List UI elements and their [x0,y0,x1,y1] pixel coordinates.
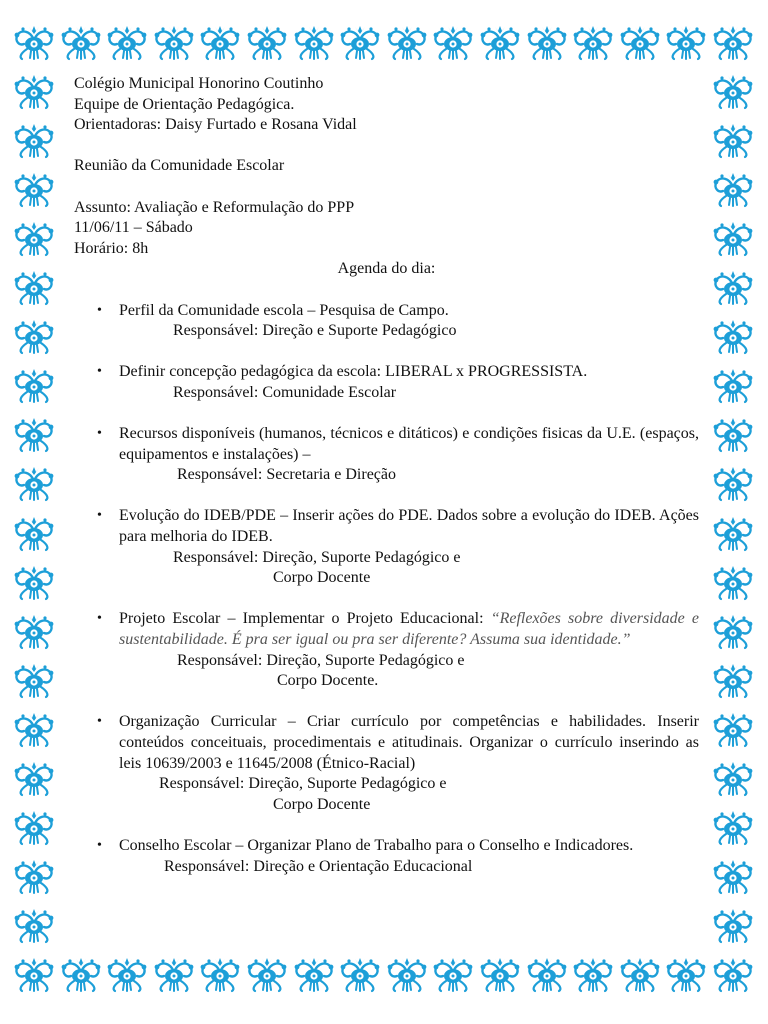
border-ornament-icon [714,958,753,991]
border-ornament-icon [714,173,753,206]
border-ornament-icon [388,958,427,991]
bullet-icon: • [97,426,102,442]
subject-line: Assunto: Avaliação e Reformulação do PPP [74,198,355,216]
border-ornament-icon [714,222,753,255]
bullet-icon: • [97,364,102,380]
agenda-item-6 [74,712,699,815]
bullet-icon: • [97,508,102,524]
agenda-item-text [119,609,699,650]
team-name: Equipe de Orientação Pedagógica. [74,95,295,113]
agenda-item-7 [74,836,699,877]
border-ornament-icon [15,124,54,157]
agenda-item-text: Organização Curricular – Criar currículo por competências e habilidades. Inserir conteúdos conceituais, procedimentais e atitudinais. Organizar o currículo inserindo as leis 10639/2003 e 11645/2008 (Étnico-Racial) [119,713,699,772]
border-ornament-icon [15,369,54,402]
border-ornament-icon [62,958,101,991]
agenda-item-4 [74,506,699,588]
agenda-title: Agenda do dia: [337,260,436,278]
agenda-item-quote: “Reflexões sobre diversidade e sustentabilidade. É pra ser igual ou pra ser diferente? Assuma sua identidade.” [119,610,700,649]
border-ornament-icon [434,26,473,59]
agenda-item-3 [74,424,699,486]
border-ornament-icon [201,26,240,59]
border-ornament-icon [714,271,753,304]
agenda-item-responsible: Responsável: Comunidade Escolar [173,383,397,401]
border-ornament-icon [714,566,753,599]
border-ornament-icon [714,467,753,500]
agenda-item-lead: Projeto Escolar – Implementar o Projeto Educacional: [119,610,484,628]
border-ornament-icon [295,26,334,59]
agenda-item-responsible: Responsável: Direção e Orientação Educacional [164,857,473,875]
border-ornament-icon [714,369,753,402]
agenda-item-responsible: Responsável: Direção, Suporte Pedagógico e [177,651,465,669]
agenda-item-text: Evolução do IDEB/PDE – Inserir ações do PDE. Dados sobre a evolução do IDEB. Ações para melhoria do IDEB. [119,507,699,546]
border-ornament-icon [388,26,427,59]
border-ornament-icon [714,615,753,648]
border-ornament-icon [481,958,520,991]
agenda-item-5 [74,609,699,691]
date-line: 11/06/11 – Sábado [74,219,193,237]
agenda-item-text: Recursos disponíveis (humanos, técnicos e ditáticos) e condições fisicas da U.E. (espaços, equipamentos e instalações) – [119,425,699,463]
border-ornament-icon [108,958,147,991]
school-name: Colégio Municipal Honorino Coutinho [74,75,324,92]
border-ornament-icon [15,320,54,353]
border-ornament-icon [714,517,753,550]
border-ornament-icon [667,26,706,59]
border-ornament-icon [15,860,54,893]
border-ornament-icon [621,958,660,991]
agenda-item-text: Definir concepção pedagógica da escola: LIBERAL x PROGRESSISTA. [119,363,588,381]
border-ornament-icon [15,811,54,844]
border-ornament-icon [621,26,660,59]
border-ornament-icon [528,26,567,59]
document-body [74,74,699,898]
border-ornament-icon [714,762,753,795]
border-ornament-icon [574,958,613,991]
border-ornament-icon [714,664,753,697]
border-ornament-icon [201,958,240,991]
border-ornament-icon [714,418,753,451]
border-ornament-icon [341,958,380,991]
border-ornament-icon [15,713,54,746]
agenda-item-responsible: Responsável: Secretaria e Direção [177,466,397,484]
border-ornament-icon [15,909,54,942]
border-ornament-icon [341,26,380,59]
border-ornament-icon [15,26,54,59]
agenda-item-responsible: Responsável: Direção e Suporte Pedagógico [173,322,457,340]
agenda-item-responsible-cont: Corpo Docente [273,795,371,813]
border-ornament-icon [714,26,753,59]
agenda-item-2 [74,362,699,403]
border-ornament-icon [248,958,287,991]
border-ornament-icon [15,222,54,255]
border-ornament-icon [714,320,753,353]
agenda-item-1 [74,301,699,342]
border-ornament-icon [714,811,753,844]
agenda-item-responsible: Responsável: Direção, Suporte Pedagógico e [173,548,461,566]
border-ornament-icon [714,124,753,157]
agenda-item-responsible: Responsável: Direção, Suporte Pedagógico e [159,775,447,793]
border-ornament-icon [714,713,753,746]
meeting-title: Reunião da Comunidade Escolar [74,157,285,175]
border-ornament-icon [108,26,147,59]
border-ornament-icon [481,26,520,59]
border-ornament-icon [15,173,54,206]
border-ornament-icon [15,958,54,991]
bullet-icon: • [97,837,102,853]
bullet-icon: • [97,714,102,730]
border-ornament-icon [15,75,54,108]
border-ornament-icon [15,467,54,500]
bullet-icon: • [97,611,102,627]
border-ornament-icon [155,26,194,59]
border-ornament-icon [15,418,54,451]
border-ornament-icon [714,75,753,108]
bullet-icon: • [97,302,102,318]
agenda-item-text: Perfil da Comunidade escola – Pesquisa de Campo. [119,301,449,319]
border-ornament-icon [248,26,287,59]
border-ornament-icon [15,762,54,795]
border-ornament-icon [15,271,54,304]
border-ornament-icon [574,26,613,59]
agenda-item-text: Conselho Escolar – Organizar Plano de Trabalho para o Conselho e Indicadores. [119,836,634,854]
border-ornament-icon [155,958,194,991]
time-line: Horário: 8h [74,239,149,257]
border-ornament-icon [714,909,753,942]
border-ornament-icon [528,958,567,991]
border-ornament-icon [714,860,753,893]
advisors-line: Orientadoras: Daisy Furtado e Rosana Vidal [74,116,357,134]
agenda-list [74,301,699,878]
border-ornament-icon [15,664,54,697]
border-ornament-icon [434,958,473,991]
agenda-item-responsible-cont: Corpo Docente [273,569,371,587]
border-ornament-icon [15,517,54,550]
border-ornament-icon [15,615,54,648]
border-ornament-icon [62,26,101,59]
border-ornament-icon [295,958,334,991]
agenda-item-responsible-cont: Corpo Docente. [277,672,379,690]
border-ornament-icon [667,958,706,991]
border-ornament-icon [15,566,54,599]
